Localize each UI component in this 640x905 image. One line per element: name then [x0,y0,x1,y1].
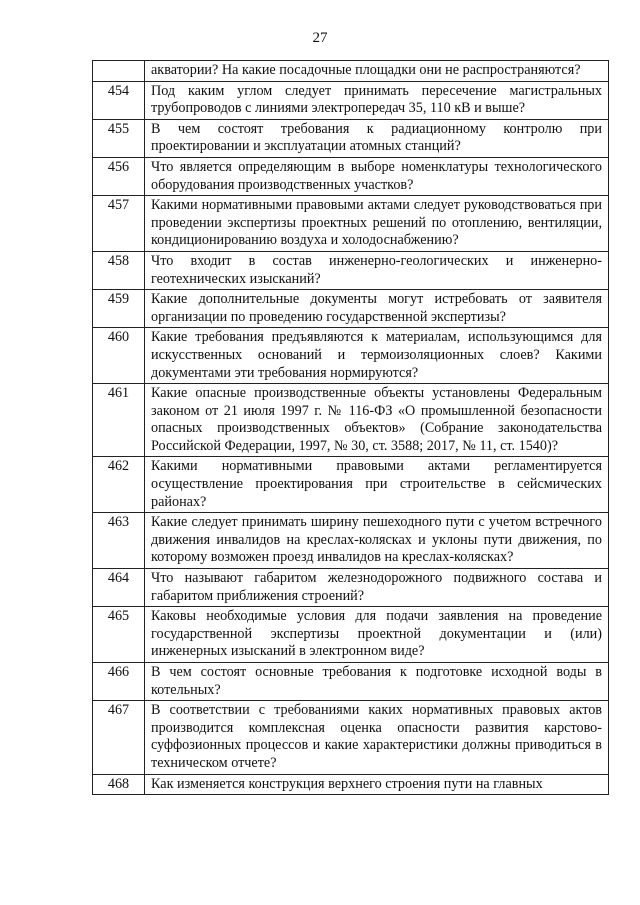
question-number: 456 [93,157,145,195]
question-text: акватории? На какие посадочные площадки они не распространяются? [145,61,609,82]
question-number: 465 [93,607,145,663]
table-row [93,290,609,328]
table-row [93,251,609,289]
table-row [93,607,609,663]
question-text: В соответствии с требованиями каких нормативных правовых актов производится комплексная оценка опасности развития карстово-суффозионных процессов и какие характеристики должны приводиться в техническом отчете? [145,701,609,774]
question-number: 464 [93,569,145,607]
question-number: 463 [93,513,145,569]
table-row [93,663,609,701]
table-row [93,328,609,384]
page-number: 27 [312,30,328,46]
table-row [93,774,609,795]
table-row [93,119,609,157]
question-number: 462 [93,457,145,513]
question-text: Какие требования предъявляются к материалам, использующимся для искусственных оснований и термоизоляционных слоев? Какими документами эти требования нормируются? [145,328,609,384]
question-number: 455 [93,119,145,157]
question-text: Что входит в состав инженерно-геологических и инженерно-геотехнических изысканий? [145,251,609,289]
question-text: В чем состоят основные требования к подготовке исходной воды в котельных? [145,663,609,701]
question-number: 468 [93,774,145,795]
table-row [93,384,609,457]
table-row [93,196,609,252]
questions-table-body [93,61,609,795]
question-number: 460 [93,328,145,384]
question-number [93,61,145,82]
question-text: Что называют габаритом железнодорожного подвижного состава и габаритом приближения строений? [145,569,609,607]
question-number: 467 [93,701,145,774]
table-row [93,61,609,82]
question-number: 458 [93,251,145,289]
question-text: Как изменяется конструкция верхнего строения пути на главных [145,774,609,795]
question-text: Под каким углом следует принимать пересечение магистральных трубопроводов с линиями электропередач 35, 110 кВ и выше? [145,81,609,119]
question-number: 454 [93,81,145,119]
table-row [93,569,609,607]
question-number: 459 [93,290,145,328]
question-text: В чем состоят требования к радиационному контролю при проектировании и эксплуатации атомных станций? [145,119,609,157]
table-row [93,157,609,195]
question-text: Что является определяющим в выборе номенклатуры технологического оборудования производственных участков? [145,157,609,195]
table-row [93,513,609,569]
question-text: Каковы необходимые условия для подачи заявления на проведение государственной экспертизы проектной документации и (или) инженерных изысканий в электронном виде? [145,607,609,663]
question-number: 466 [93,663,145,701]
question-text: Какие следует принимать ширину пешеходного пути с учетом встречного движения инвалидов на креслах-колясках и уклоны пути движения, по которому возможен проезд инвалидов на креслах-колясках? [145,513,609,569]
table-row [93,701,609,774]
questions-table [92,60,609,795]
question-text: Какими нормативными правовыми актами следует руководствоваться при проведении экспертизы проектных решений по отоплению, вентиляции, кондиционированию воздуха и холодоснабжению? [145,196,609,252]
question-number: 461 [93,384,145,457]
question-text: Какие опасные производственные объекты установлены Федеральным законом от 21 июля 1997 г. № 116-ФЗ «О промышленной безопасности опасных производственных объектов» (Собрание законодательства Российской Федерации, 1997, № 30, ст. 3588; 2017, № 11, ст. 1540)? [145,384,609,457]
question-text: Какими нормативными правовыми актами регламентируется осуществление проектирования при строительстве в сейсмических районах? [145,457,609,513]
question-text: Какие дополнительные документы могут истребовать от заявителя организации по проведению государственной экспертизы? [145,290,609,328]
table-row [93,457,609,513]
table-row [93,81,609,119]
question-number: 457 [93,196,145,252]
